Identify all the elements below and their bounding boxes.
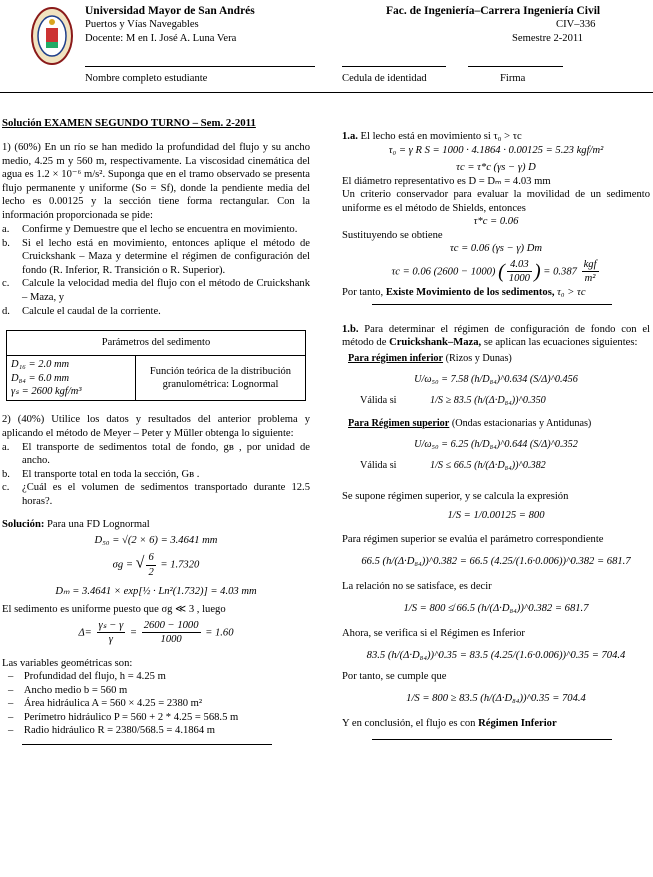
therefore-text: Por tanto, se cumple que	[342, 671, 447, 683]
signature-label-name: Nombre completo estudiante	[85, 73, 208, 84]
lower-regime-validity: Válida si 1/S ≥ 83.5 (h/(Δ·D₈₄))^0.350	[360, 394, 546, 406]
table-values: D₁₆ = 2.0 mm D₈₄ = 6.0 mm γₛ = 2600 kgf/m³	[7, 356, 136, 401]
table-distribution: Función teórica de la distribución granulométrica: Lognormal	[136, 356, 306, 401]
superior-evaluation: Para régimen superior se evalúa el parámetro correspondiente	[342, 534, 604, 546]
geometry-title: Las variables geométricas son:	[2, 657, 133, 669]
teacher-name: Docente: M en I. José A. Luna Vera	[85, 33, 237, 44]
problem1-statement: 1) (60%) En un río se han medido la profundidad del flujo y su ancho medio, 4.25 m y 560 m, respectivamente. La viscosidad cinemática del agua es 1.2 × 10⁻⁶ m/s². Suponga que en el tramo observado se presenta flujo permanente y uniforme (So = Sf), donde la pendiente media del lecho es 0.00125 y la sección tiene forma rectangular. Con la información proporcionada se pide:	[2, 142, 310, 221]
part-1a-intro: 1.a. El lecho está en movimiento si τ₀ > τc	[342, 131, 522, 142]
eq-therefore: 1/S = 800 ≥ 83.5 (h/(Δ·D₈₄))^0.35 = 704.4	[406, 692, 586, 704]
sediment-parameters-table	[6, 330, 306, 401]
eq-delta: Δ= $\frac{\text{γₛ − γ}}{\gamma}$ = $\frac{2600 - 1000}{1000}$ = 1.60	[78, 619, 234, 646]
eq-d50: D₅₀ = √(2 × 6) = 3.4641 mm	[94, 534, 218, 546]
lower-regime-block: Para régimen inferior (Rizos y Dunas) U/ω₅₀ = 7.58 (h/D₈₄)^0.634 (S/Δ)^0.456 Válida si 1/S ≥ 83.5 (h/(Δ·D₈₄))^0.350 Para Régimen superior (Ondas estacionarias y Antidunas) U/ω₅₀ = 6.25 (h/D₈₄)^0.644 (S/Δ)^0.352 Válida si 1/S ≤ 66.5 (h/(Δ·D₈₄))^0.382	[342, 352, 650, 472]
eq-tauc-star: τ*c = 0.06	[473, 216, 519, 228]
problem2-statement: 2) (40%) Utilice los datos y resultados del anterior problema y aplicando el método de Meyer – Peter y Müller obtenga lo siguiente:	[2, 414, 310, 439]
final-conclusion: Y en conclusión, el flujo es con Régimen Inferior	[342, 718, 557, 730]
right-column	[342, 130, 650, 740]
problem1-item-c: c. Calcule la velocidad media del flujo con el método de Cruickshank – Maza, y	[2, 278, 310, 304]
problem1-item-d: d. Calcule el caudal de la corriente.	[2, 305, 161, 317]
eq-tau0: τ₀ = γ R S = 1000 · 4.1864 · 0.00125 = 5.23 kgf/m²	[388, 144, 604, 156]
signature-label-sign: Firma	[500, 73, 526, 84]
eq-tauc: τc = 0.06 (γs − γ) Dm	[449, 243, 543, 255]
representative-diameter: El diámetro representativo es D = Dₘ = 4.03 mm	[342, 175, 551, 187]
eq-inverse-slope: 1/S = 1/0.00125 = 800	[447, 510, 545, 522]
eq-lower-regime: U/ω₅₀ = 7.58 (h/D₈₄)^0.634 (S/Δ)^0.456	[414, 373, 578, 385]
course-code: CIV–336	[556, 19, 596, 30]
lower-regime-title: Para régimen inferior	[348, 352, 444, 364]
right-rule-1	[372, 304, 612, 305]
left-end-rule	[22, 744, 272, 745]
eq-upper-regime: U/ω₅₀ = 6.25 (h/D₈₄)^0.644 (S/Δ)^0.352	[414, 438, 578, 450]
geometry-item: – Perímetro hidráulico P = 560 + 2 * 4.25 = 568.5 m	[8, 711, 239, 723]
signature-line-name	[85, 66, 315, 67]
university-seal	[30, 6, 74, 66]
geometry-item: – Área hidráulica A = 560 × 4.25 = 2380 m²	[8, 698, 203, 710]
solution-intro: Solución: Para una FD Lognormal	[2, 519, 150, 531]
geometry-list	[8, 670, 310, 738]
problem1-item-b: b. Si el lecho está en movimiento, entonces aplique el método de Cruickshank – Maza y determine el régimen de configuración del fondo (R. Inferior, R. Transición o R. Superior).	[2, 237, 310, 276]
left-column	[2, 141, 310, 745]
problem2-item-b: b. El transporte total en toda la sección, Gʙ .	[2, 468, 200, 480]
right-end-rule	[372, 739, 612, 740]
geometry-item: – Ancho medio b = 560 m	[8, 684, 128, 696]
eq-dm: Dₘ = 3.4641 × exp[½ · Ln²(1.732)] = 4.03 mm	[55, 586, 257, 598]
semester: Semestre 2-2011	[512, 33, 584, 44]
course-name: Puertos y Vías Navegables	[85, 19, 199, 30]
problem2-item-a: a. El transporte de sedimentos total de fondo, gʙ , por unidad de ancho.	[2, 441, 310, 467]
verify-inferior: Ahora, se verifica si el Régimen es Inferior	[342, 628, 525, 640]
university-name: Universidad Mayor de San Andrés	[85, 5, 255, 17]
problem1-items	[2, 223, 310, 318]
superior-assumption: Se supone régimen superior, y se calcula la expresión	[342, 490, 569, 502]
eq-not-satisfied: 1/S = 800 ≰ 66.5 (h/(Δ·D₈₄))^0.382 = 681.7	[403, 602, 589, 614]
eq-tauc-value: τc = 0.06 (2600 − 1000) ( $\frac{4.03}{1000}$ ) = 0.387 $\frac{\text{kgf}}{\text{m²}}$	[391, 258, 597, 285]
upper-regime-validity: Válida si 1/S ≤ 66.5 (h/(Δ·D₈₄))^0.382	[360, 459, 546, 471]
signature-line-sign	[468, 66, 563, 67]
signature-label-id: Cedula de identidad	[342, 73, 427, 84]
uniform-statement: El sedimento es uniforme puesto que σg ≪ 3 , luego	[2, 603, 226, 615]
header-divider	[0, 92, 653, 93]
shields-criterion: Un criterio conservador para evaluar la movilidad de un sedimento uniforme es el método de Shields, entonces	[342, 189, 650, 214]
geometry-item: – Profundidad del flujo, h = 4.25 m	[8, 671, 166, 683]
faculty-name: Fac. de Ingeniería–Carrera Ingeniería Civil	[386, 5, 601, 17]
eq-tauc-def: τc = τ*c (γs − γ) D	[456, 162, 536, 174]
not-satisfied: La relación no se satisface, es decir	[342, 581, 492, 593]
problem2-items	[2, 441, 310, 509]
eq-sigma: σg = √ $\frac{6}{2}$ = 1.7320	[112, 552, 200, 578]
eq-verify-inferior: 83.5 (h/(Δ·D₈₄))^0.35 = 83.5 (4.25/(1.6·0.006))^0.35 = 704.4	[366, 649, 626, 661]
part-1b-intro: 1.b. Para determinar el régimen de configuración de fondo con el método de Cruickshank–Maza, se aplican las ecuaciones siguientes:	[342, 323, 650, 349]
geometry-item: – Radio hidráulico R = 2380/568.5 = 4.1864 m	[8, 725, 216, 737]
document-title: Solución EXAMEN SEGUNDO TURNO – Sem. 2-2011	[2, 117, 256, 129]
substitution-text: Sustituyendo se obtiene	[342, 229, 443, 241]
signature-line-id	[342, 66, 446, 67]
problem1-item-a: a. Confirme y Demuestre que el lecho se encuentra en movimiento.	[2, 224, 298, 236]
table-header: Parámetros del sedimento	[7, 331, 306, 356]
upper-regime-title: Para Régimen superior	[348, 417, 450, 429]
problem2-item-c: c. ¿Cuál es el volumen de sedimentos transportado durante 12.5 horas?.	[2, 482, 310, 507]
eq-superior-evaluation: 66.5 (h/(Δ·D₈₄))^0.382 = 66.5 (4.25/(1.6·0.006))^0.382 = 681.7	[361, 555, 631, 567]
movement-conclusion: Por tanto, Existe Movimiento de los sedimentos, τ₀ > τc	[342, 287, 586, 299]
